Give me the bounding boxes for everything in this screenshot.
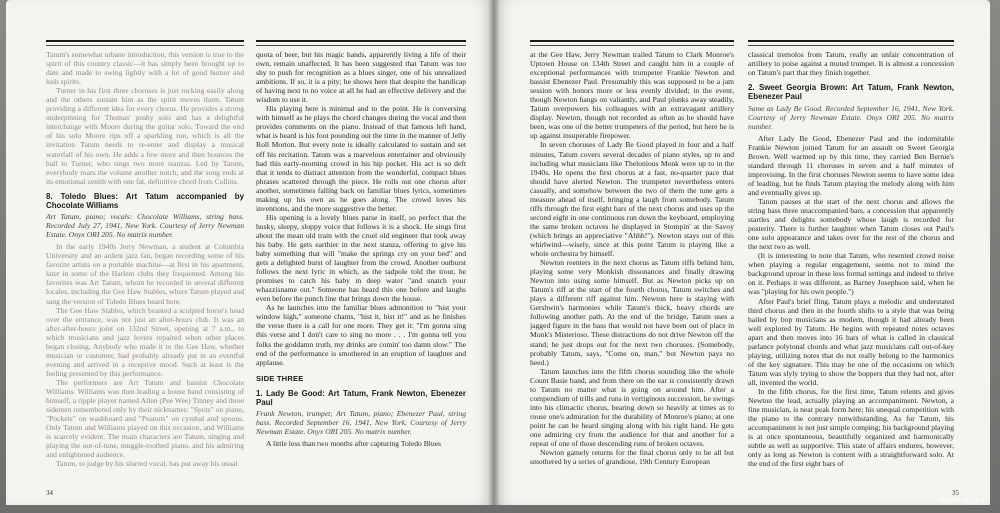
paragraph: As he launches into the familiar blues admonition to "hist your window high," someone chants, "hist it, hist it!" and as he finishes the verse there is a call for one more. They get it: "I'm gonna sing this verse and I don't care to sing no more . . . I'm gonna tell you folks the goddamn truth, my drinks are comin' too damn slow." The end of the performance is smothered in an eruption of laughter and applause. — [256, 303, 466, 367]
paragraph: A little less than two months after capturing Toledo Blues — [266, 439, 442, 449]
paragraph: After Lady Be Good, Ebenezer Paul and the indomitable Frankie Newton joined Tatum for an assault on Sweet Georgia Brown. Well warmed up by this time, they carried Ben Bernie's standard through 11 choruses in seven and a half minutes of improvising. In the first choruses Newton seems to have some idea of leading, but he finds Tatum playing the melody along with him and eventually gives up. — [748, 133, 954, 197]
paragraph: The performers are Art Tatum and bassist Chocolate Williams. Williams was then leading a house band consisting of himself, a ripple player named Allen (Pee Wee) Tinney and three sidemen remembered only by their nicknames: "Spots" on piano, "Pockets" on washboard and "Peanuts" on cymbal and spoons. Only Tatum and Williams played on this occasion, and Williams is scarcely evident. The main characters are Tatum, singing and playing the out-of-tune, muggle-toothed piano, and his admiring and enlightened audience. — [46, 377, 244, 460]
header-rule-thin — [46, 45, 244, 46]
paragraph: After Paul's brief fling, Tatum plays a melodic and understated third chorus and then in the fourth shifts to a style that was being hailed by bop musicians as modern, though it had already been well explored by Tatum. He begins with repeated notes octaves apart and then moves into 16 bars of what is called in classical parlance polytonal chords and what jazz musicians call out-of-key playing, utilizing notes that do not really belong to the harmonics of the key signature. This may be one of the occasions on which Tatum was slyly trying to show the boppers that they had not, after all, invented the world. — [748, 296, 954, 387]
paragraph: His opening is a lovely blues parse in itself, so perfect that the husky, sleepy, sloppy voice that follows it is a shock. He sings first about the mean old train with the cruel old engineer that took away his baby. He gets earthier in the next stanza, offering to give his baby something that will "make the springs cry on your bed" and gets a delighted burst of laughter from the crowd. Another outburst follows the next lyric in which, as the tadpole told the trout, he promises to catch his baby in deep water "and snatch your whazzisname out." Someone has heard this one before and laughs even before the punch line that brings down the house. — [256, 212, 466, 304]
track-heading: 8. Toledo Blues: Art Tatum accompanied by Chocolate Williams — [46, 191, 244, 210]
paragraph: His playing here is minimal and to the point. He is conversing with himself as he plays the chord changes during the vocal and then provides comments on the piano. Instead of that famous left hand, what is heard is his foot pounding out the time in the manner of Jelly Roll Morton. But every note is ideally calculated to sustain and set off his recitation. Tatum was a marvelous entertainer and obviously had this early-morning crowd in his hip pocket. His act is so deft that it tends to distract attention from the wonderful, compact blues phrases scattered through the piece. He rolls out one chorus after another, sometimes falling back on familiar blues lyrics, sometimes making up his own as he goes along. The crowd loves his inventions, and the more suggestive the better. — [256, 104, 466, 213]
header-rule-thin — [256, 45, 466, 46]
header-rule — [256, 40, 466, 42]
paragraph: Tatum launches into the fifth chorus sounding like the whole Count Basie band, and from there on the ear is consistently drawn to Tatum no matter what is going on around him. After a compendium of trills and runs in vertiginous succession, he swings into his climactic chorus, bearing down so heavily at times as to rouse one's admiration for the durability of Monroe's piano; at one point he can be heard singing along with his right hand. He gets one admiring cry from the audience for that and another for a repeat of one of those descending runs of broken octaves. — [530, 366, 734, 449]
track-credits: Same as Lady Be Good. Recorded September 16, 1941, New York. Courtesy of Jerry Newman Estate. Onyx ORI 205. No matrix number. — [748, 103, 954, 131]
header-rule — [748, 40, 954, 42]
track-credits: Art Tatum, piano; vocals: Chocolate Williams, string bass. Recorded July 27, 1941, New York. Courtesy of Jerry Newman Estate. Onyx ORI 205. No matrix number. — [46, 212, 244, 240]
paragraph: Tatum's somewhat urbane introduction, this version is true to the spirit of this country classic—it has simply been brought up to date and made to swing lightly with a lot of good humor and lush spirits. — [46, 50, 244, 87]
paragraph: Tatum, to judge by his slurred vocal, has put away his usual — [56, 459, 238, 469]
track-heading: 1. Lady Be Good: Art Tatum, Frank Newton, Ebenezer Paul — [256, 388, 466, 407]
left-column-2 — [256, 50, 466, 448]
header-rule — [530, 40, 734, 42]
paragraph: In the early 1940s Jerry Newman, a student at Columbia University and an ardent jazz fan, began recording some of his favorite artists on a portable machine—at first in his apartment, later in some of the Harlem clubs they frequented. Among his favorites was Art Tatum, whom he recorded in several different locales, including the Gee Haw Stables, where Tatum played and sang the version of Toledo Blues heard here. — [46, 242, 244, 306]
book-spine-gutter — [488, 0, 500, 505]
paragraph: In the fifth chorus, for the first time, Tatum relents and gives Newton the lead, actually playing an accompaniment. Newton, a fine musician, is near peak form here; his unequal competition with the piano to the contrary notwithstanding. As for Tatum, his accompaniment is not just simple comping; his background playing is at once spontaneous, beautifully organized and harmonically subtle as well as supportive. This state of affairs endures, however, only as long as Newton is content with a straightforward solo. At the end of the first eight bars of — [748, 387, 954, 469]
left-column-1 — [46, 50, 244, 468]
right-column-2 — [748, 50, 954, 468]
paragraph: Turner in his first three choruses is just rocking easily along and the others sustain him as the spirit moves them. Tatum providing a different idea for every chorus. He provides a strong underpinning for Thomas' pushy solo and has a delightful interchange with Moore during the guitar solo. Toward the end of his solo Moore rips off a sparkling run, which is all the invitation Tatum needs to re-enter and display a musical waterfall of his own. He adds a few more and then bounces the ball to Turner, who sings two more stanzas. Led by Tatum, everybody roars the volume another notch, and the song ends at its emotional zenith with one fat, definitive chord from Collins. — [46, 86, 244, 186]
page-number: 35 — [952, 489, 959, 497]
track-credits: Frank Newton, trumpet; Art Tatum, piano; Ebenezer Paul, string bass. Recorded September 16, 1941, New York. Courtesy of Jerry Newman Estate. Onyx ORI 205. No matrix number. — [256, 409, 466, 437]
right-page — [494, 0, 990, 505]
header-rule — [46, 40, 244, 42]
paragraph: classical tremolos from Tatum, really an unfair concentration of artillery to poise against a muted trumpet. It is almost a concession on Tatum's part that they finish together. — [748, 50, 954, 78]
paragraph: Tatum pauses at the start of the next chorus and allows the string bass three unaccompanied bars, a concession that apparently startles and delights somebody whose laugh is recorded for posterity. There is further laughter when Tatum closes out Paul's one solo appearance and takes over for the rest of the chorus and the next two as well. — [748, 197, 954, 252]
track-heading: 2. Sweet Georgia Brown: Art Tatum, Frank Newton, Ebenezer Paul — [748, 83, 954, 102]
right-column-1 — [530, 50, 734, 466]
paragraph: The Gee Haw Stables, which boasted a sculpted horse's head over the entrance, was not just an after-hours club. It was an after-after-hours joint on 132nd Street, opening at 7 a.m., to which musicians and jazz lovers repaired when other places began closing. Anybody who made it to the Gee Haw, whether musician or customer, had probably already put in an eventful evening and arrived in a receptive mood. Such at least is the feeling presented by this performance. — [46, 305, 244, 378]
left-page — [6, 0, 494, 505]
header-rule-thin — [530, 45, 734, 46]
paragraph: Newton gamely returns for the final chorus only to be all but smothered by a series of grandiose, 19th Century European — [530, 448, 734, 467]
paragraph: Newton reenters in the next chorus as Tatum riffs behind him, playing some very Monkish dissonances and finally drawing Newton into using some himself. But as Newton picks up on Tatum's riff at the start of the fourth chorus, Tatum switches and plays a different riff against him. Newton here is staying with Gershwin's harmonies while Tatum's thick, heavy chords are following another path. At the end of the bridge, Tatum uses a jagged figure in the bass that would not have been out of place in Monk's Misterioso. These distractions do not drive Newton off the stand; he just drops out for the next two choruses. (Somebody, probably Tatum, says, "Come on, man," but Newton pays no heed.) — [530, 258, 734, 367]
watermark: www.ay.by — [940, 495, 986, 505]
paragraph: In seven choruses of Lady Be Good played in four and a half minutes, Tatum covers several decades of piano styles, up to and including what musicians like Thelonious Monk were up to in the 1940s. He opens the first chorus at a fast, no-quarter pace that should have alerted Newton. The trumpeter nevertheless enters casually, and somehow between the two of them the tune gets a measure ahead of itself, bringing a laugh from somebody. Tatum riffs through the first eight bars of the next chorus and uses up the second eight in one continuous run down the keyboard, employing the same broken octaves he displayed in Stompin' at the Savoy (which brings an appreciative "Ahhh!"). Newton stays out of this whirlwind—wisely, since at this point Tatum is playing like a whole orchestra by himself. — [530, 140, 734, 259]
paragraph: at the Gee Haw, Jerry Newman trailed Tatum to Clark Monroe's Uptown House on 134th Street and caught him in a couple of exceptional performances with trumpeter Frankie Newton and bassist Ebenezer Paul. Presumably this was supposed to be a jam session with honors more or less evenly divided; in the event, though Newton hangs on valiantly, and Paul plunks away steadily, Tatum overpowers his colleagues with an extravagant artillery display. Newton, though not recorded as often as he should have been, was one of the better trumpeters of the period, but here he is up against insuperable firepower. — [530, 50, 734, 141]
side-heading: SIDE THREE — [256, 373, 304, 383]
header-rule-thin — [748, 45, 954, 46]
page-number: 34 — [46, 489, 53, 497]
paragraph: (It is interesting to note that Tatum, who resented crowd noise when playing a regular engagement, seems not to mind the background uproar in these less formal settings and indeed to thrive on it. Perhaps it was different, as Barney Josephson said, when he was "playing for his own people.") — [748, 251, 954, 297]
paragraph: quota of beer, but his magic hands, apparently living a life of their own, remain unaffected. It has been suggested that Tatum was too shy to push for recognition as a blues singer, one of his unrealized ambitions. If so, it is a pity; he shows here that despite the handicap of having next to no voice at all he had an effective delivery and the wisdom to use it. — [256, 50, 466, 105]
